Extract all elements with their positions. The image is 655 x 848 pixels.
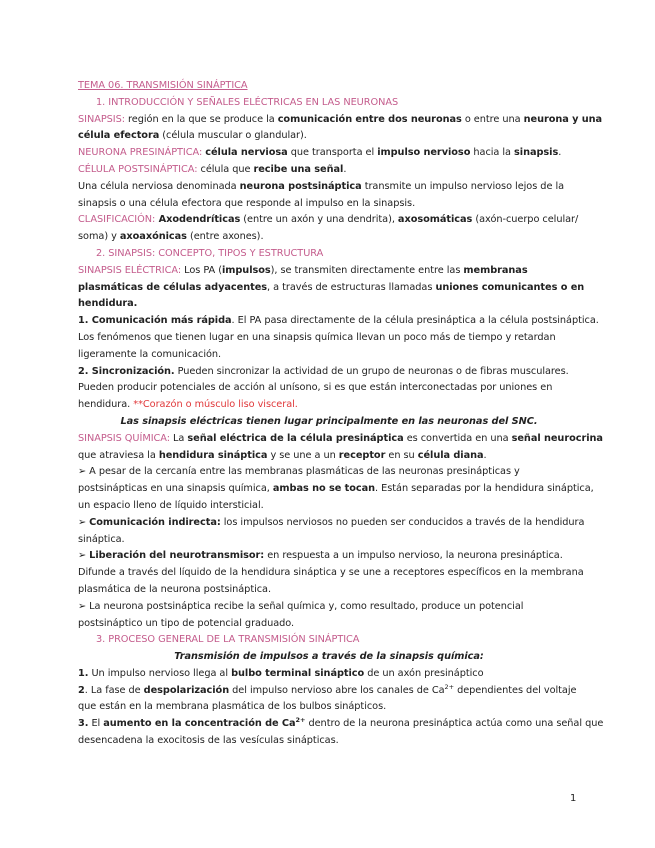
text-run: postsinápticas en una sinapsis química, (78, 483, 273, 495)
bullet-line (78, 548, 580, 565)
paragraph-line (78, 229, 580, 246)
text-run: región en la que se produce la (125, 113, 278, 125)
section-heading-2: 2. SINAPSIS: CONCEPTO, TIPOS Y ESTRUCTURA (96, 247, 324, 259)
paragraph-line (78, 448, 580, 465)
paragraph-line: postsináptico un tipo de potencial graduado. (78, 617, 295, 629)
text-run: hendidura. (78, 399, 134, 411)
paragraph-line: Pueden producir potenciales de acción al unísono, si es que están interconectadas por uniones en (78, 382, 553, 394)
bold-text: despolarización (143, 684, 230, 696)
text-run: . La fase de (84, 684, 144, 696)
paragraph-line (78, 397, 580, 414)
subheading: Transmisión de impulsos a través de la sinapsis química: (174, 651, 484, 663)
text-run: Un impulso nervioso llega al (88, 667, 232, 679)
numbered-line (78, 683, 580, 700)
text-run: que transporta el (287, 147, 378, 159)
paragraph-line: que están en la membrana plasmática de los bulbos sinápticos. (78, 701, 387, 713)
section-heading-3: 3. PROCESO GENERAL DE LA TRANSMISIÓN SINÁPTICA (96, 634, 360, 646)
text-run: (axón-cuerpo celular/ (472, 214, 579, 226)
document-page (78, 78, 604, 750)
text-run: Una célula nerviosa denominada (78, 180, 240, 192)
term-label: CLASIFICACIÓN: (78, 214, 156, 226)
section-heading-1: 1. INTRODUCCIÓN Y SEÑALES ELÉCTRICAS EN LAS NEURONAS (96, 96, 399, 108)
bold-text: 2 (78, 684, 85, 696)
bold-text: Liberación del neurotransmisor: (89, 550, 265, 562)
paragraph-line: sináptica. (78, 533, 125, 545)
paragraph-line (78, 128, 580, 145)
text-run: de un axón presináptico (364, 667, 484, 679)
text-run: . Están separadas por la hendidura sináptica, (375, 483, 594, 495)
paragraph-line (78, 313, 599, 330)
paragraph-line (78, 364, 580, 381)
text-run: Los PA ( (181, 264, 222, 276)
bold-text: hendidura sináptica (158, 449, 268, 461)
bold-text: aumento en la concentración de Ca (103, 718, 296, 730)
text-run: transmite un impulso nervioso lejos de la (361, 180, 565, 192)
paragraph-line (78, 212, 580, 229)
text-run: La (169, 432, 188, 444)
bold-text: axoaxónicas (119, 231, 187, 243)
bold-text: 3. (78, 718, 89, 730)
text-run: soma) y (78, 231, 120, 243)
bold-text: impulso nervioso (377, 147, 471, 159)
bold-text: célula efectora (78, 130, 160, 142)
paragraph-line (78, 112, 603, 129)
text-run: ➢ (78, 516, 90, 528)
bullet-line: ➢ La neurona postsináptica recibe la señal química y, como resultado, produce un potencial (78, 600, 524, 612)
text-run: . (483, 449, 487, 461)
numbered-line (78, 716, 604, 733)
bold-text: Comunicación indirecta: (89, 516, 221, 528)
bold-text: bulbo terminal sináptico (231, 667, 365, 679)
bold-text: recibe una señal (253, 163, 344, 175)
bold-text: axosomáticas (397, 214, 473, 226)
bold-text: señal eléctrica de la célula presináptica (187, 432, 404, 444)
paragraph-line (78, 481, 594, 498)
paragraph-line (78, 431, 603, 448)
bold-text: célula nerviosa (205, 147, 288, 159)
document-title: TEMA 06. TRANSMISIÓN SINÁPTICA (78, 80, 248, 91)
numbered-line (78, 666, 580, 683)
text-run: en respuesta a un impulso nervioso, la neurona presináptica. (264, 550, 563, 562)
highlight-note: **Corazón o músculo liso visceral. (133, 399, 298, 411)
text-run: , a través de estructuras llamadas (267, 281, 436, 293)
text-run: o entre una (461, 113, 524, 125)
bold-text: célula diana (417, 449, 484, 461)
bold-text: 1. (78, 667, 89, 679)
text-run: . (558, 147, 562, 159)
paragraph-line: sinapsis o una célula efectora que responde al impulso en la sinapsis. (78, 197, 416, 209)
paragraph-line: Difunde a través del líquido de la hendidura sináptica y se une a receptores específicos en la membrana (78, 567, 584, 579)
bold-text: sinapsis (514, 147, 559, 159)
bold-text: uniones comunicantes o en (435, 281, 585, 293)
bold-text: ambas no se tocan (272, 483, 376, 495)
superscript: 2+ (444, 682, 455, 691)
bold-text: impulsos (221, 264, 271, 276)
bold-text: 2. Sincronización. (78, 365, 175, 377)
term-label: SINAPSIS ELÉCTRICA: (78, 264, 182, 276)
superscript: 2+ (295, 716, 306, 725)
paragraph-line (78, 162, 580, 179)
bold-text: comunicación entre dos neuronas (277, 113, 462, 125)
text-run: hacia la (470, 147, 515, 159)
page-number: 1 (570, 793, 577, 804)
bold-text: receptor (338, 449, 386, 461)
bullet-line (78, 515, 585, 532)
paragraph-line: plasmática de la neurona postsináptica. (78, 583, 272, 595)
text-run: en su (385, 449, 418, 461)
paragraph-line (78, 179, 580, 196)
bold-text: 1. Comunicación más rápida (78, 315, 232, 327)
text-run: . El PA pasa directamente de la célula presináptica a la célula postsináptica. (231, 315, 599, 327)
bold-text: neurona postsináptica (239, 180, 362, 192)
text-run: Pueden sincronizar la actividad de un grupo de neuronas o de fibras musculares. (174, 365, 569, 377)
term-label: NEURONA PRESINÁPTICA: (78, 147, 203, 159)
term-label: SINAPSIS QUÍMICA: (78, 432, 170, 444)
text-run: es convertida en una (403, 432, 512, 444)
text-run: que atraviesa la (78, 449, 159, 461)
text-run: ➢ (78, 550, 90, 562)
paragraph-line (78, 280, 585, 297)
paragraph-line (78, 145, 580, 162)
bold-text: plasmáticas de células adyacentes (78, 281, 268, 293)
text-run: ), se transmiten directamente entre las (270, 264, 464, 276)
text-run: célula que (197, 163, 254, 175)
paragraph-line: un espacio lleno de líquido intersticial. (78, 499, 264, 511)
text-run: dentro de la neurona presináptica actúa como una señal que (305, 718, 604, 730)
text-run: (entre un axón y una dendrita), (240, 214, 398, 226)
term-label: SINAPSIS: (78, 113, 125, 125)
bold-text: Axodendríticas (155, 214, 241, 226)
bullet-line: ➢ A pesar de la cercanía entre las membranas plasmáticas de las neuronas presinápticas y (78, 466, 520, 478)
bold-text: señal neurocrina (511, 432, 603, 444)
text-run: (entre axones). (186, 231, 264, 243)
bold-text: neurona y una (523, 113, 603, 125)
text-run: y se une a un (267, 449, 339, 461)
term-label: CÉLULA POSTSINÁPTICA: (78, 163, 198, 175)
text-run: . (343, 163, 347, 175)
text-run: los impulsos nerviosos no pueden ser conducidos a través de la hendidura (220, 516, 585, 528)
paragraph-line: ligeramente la comunicación. (78, 348, 222, 360)
text-run: El (88, 718, 104, 730)
text-run: (célula muscular o glandular). (159, 130, 307, 142)
paragraph-line: Los fenómenos que tienen lugar en una sinapsis química llevan un poco más de tiempo y retardan (78, 331, 556, 343)
paragraph-line (78, 263, 580, 280)
text-run: del impulso nervioso abre los canales de Ca (229, 684, 445, 696)
italic-note: Las sinapsis eléctricas tienen lugar principalmente en las neuronas del SNC. (120, 415, 538, 427)
bold-text: membranas (463, 264, 528, 276)
paragraph-line: hendidura. (78, 298, 138, 310)
text-run: dependientes del voltaje (454, 684, 577, 696)
paragraph-line: desencadena la exocitosis de las vesículas sinápticas. (78, 735, 339, 747)
